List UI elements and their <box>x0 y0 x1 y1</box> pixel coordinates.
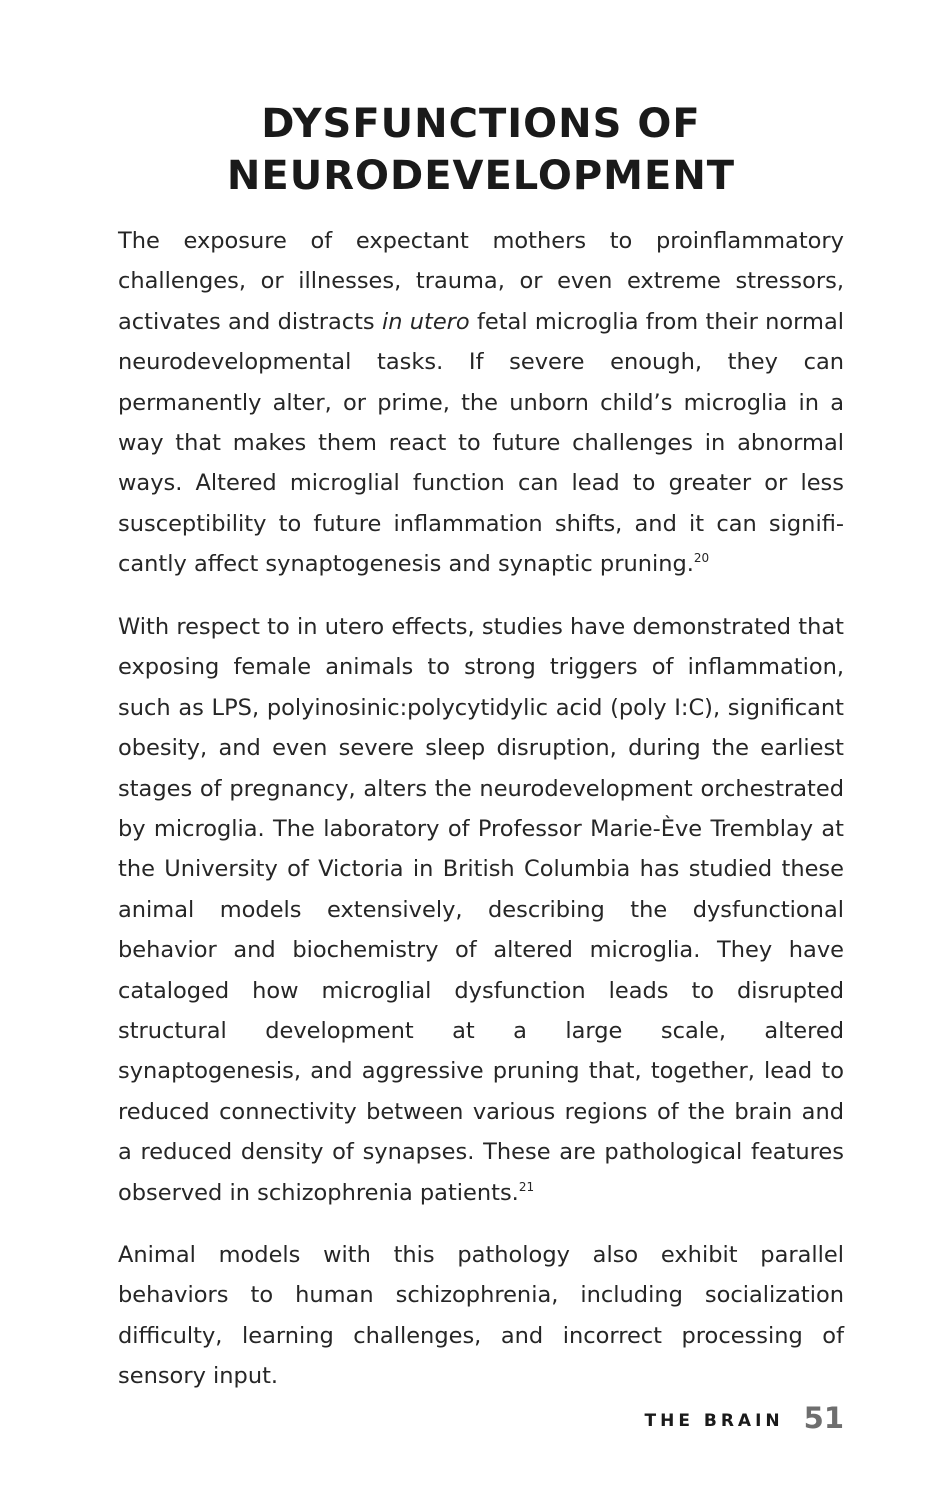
page-footer <box>645 1396 844 1440</box>
paragraph-2-text: With respect to in utero effects, studies have demonstrated that exposing female animals to strong triggers of inflammation, such as LPS, polyinosinic:polycytidylic acid (poly I:C), significant obesity, and even severe sleep disruption, during the earliest stages of pregnancy, alters the neurodevelopment orchestrated by microglia. The laboratory of Professor Marie-Ève Tremblay at the University of Victoria in British Columbia has studied these animal models extensively, describing the dysfunctional behavior and biochemistry of altered microglia. They have cataloged how microglial dysfunction leads to disrupted structural development at a large scale, altered synaptogenesis, and aggressive pruning that, together, lead to reduced connectivity between various regions of the brain and a reduced density of synapses. These are pathological features observed in schizophrenia patients. <box>118 614 844 1206</box>
page-number: 51 <box>803 1401 844 1435</box>
body-paragraph-1 <box>118 221 844 585</box>
chapter-title <box>118 98 844 202</box>
paragraph-1-italic-term: in utero <box>381 308 470 335</box>
body-paragraph-3 <box>118 1235 844 1397</box>
body-paragraph-2 <box>118 607 844 1213</box>
paragraph-1-text-start: The exposure of expectant mothers to proinflammatory challenges, or illnesses, trauma, or even extreme stressors, activates and distracts <box>118 228 844 335</box>
chapter-title-line-1: DYSFUNCTIONS OF <box>261 101 701 147</box>
paragraph-3-text: Animal models with this pathology also exhibit parallel behaviors to human schizophrenia, including socialization difficulty, learning challenges, and incorrect processing of sensory input. <box>118 1242 844 1390</box>
footnote-ref-20: 20 <box>693 551 710 566</box>
chapter-title-line-2: NEURODEVELOPMENT <box>226 153 736 199</box>
paragraph-1-text-end: fetal microglia from their normal neurodevelopmental tasks. If severe enough, they can permanently alter, or prime, the unborn child’s microglia in a way that makes them react to future challenges in abnormal ways. Altered microglial function can lead to greater or less susceptibility to future inflammation shifts, and it can significantly affect synaptogenesis and synaptic pruning. <box>118 308 844 578</box>
running-head: THE BRAIN <box>644 1411 784 1431</box>
footnote-ref-21: 21 <box>518 1179 535 1194</box>
